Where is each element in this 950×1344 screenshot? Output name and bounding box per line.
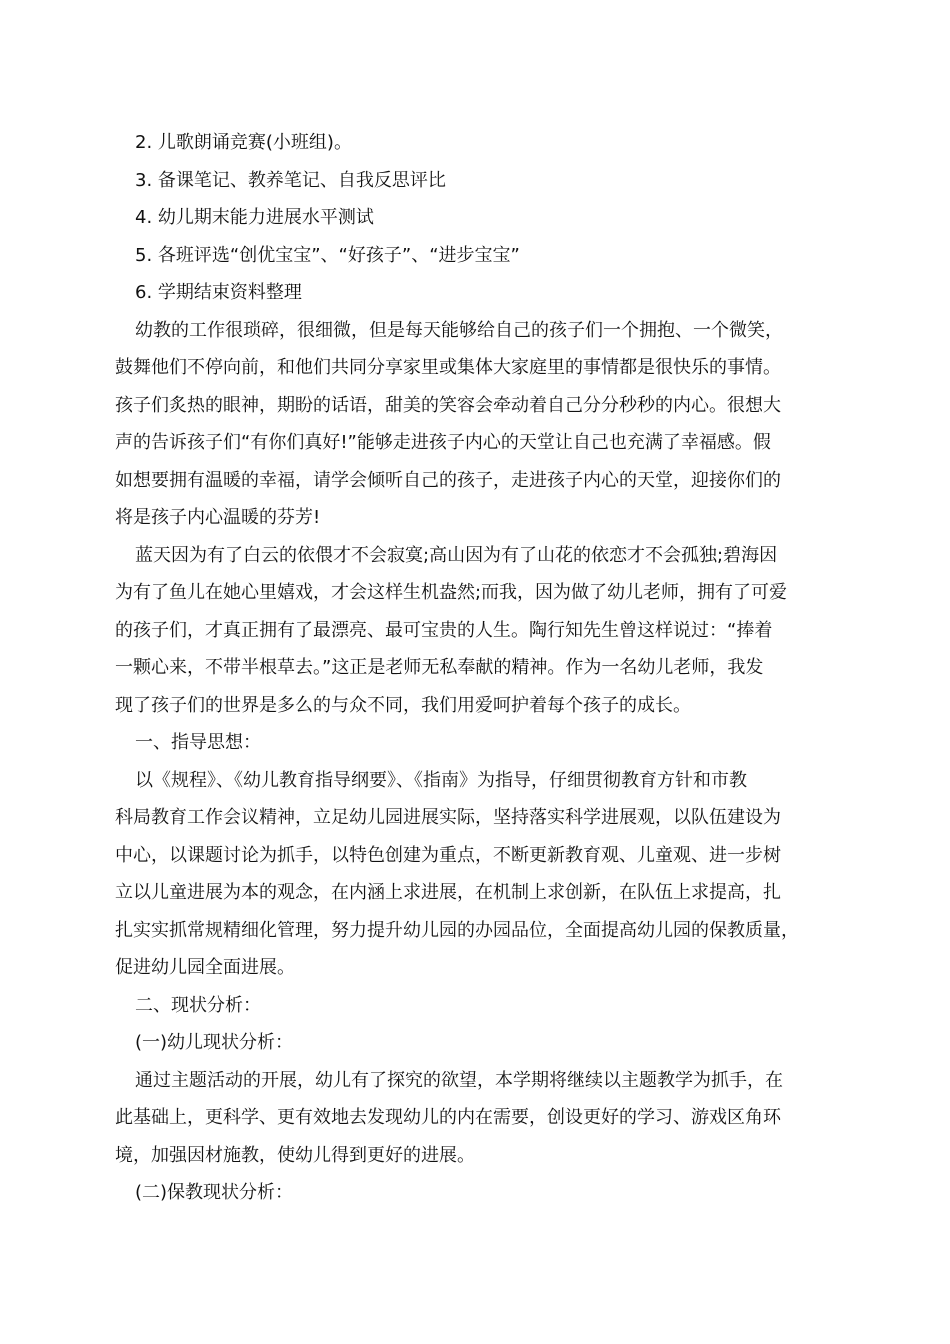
paragraph-line: 声的告诉孩子们“有你们真好!”能够走进孩子内心的天堂让自己也充满了幸福感。假 <box>115 432 771 453</box>
paragraph-line: 如想要拥有温暖的幸福，请学会倾听自己的孩子，走进孩子内心的天堂，迎接你们的 <box>115 469 781 491</box>
subheading-care-education-status: (二)保教现状分析： <box>135 1182 294 1203</box>
paragraph-line: 孩子们炙热的眼神，期盼的话语，甜美的笑容会牵动着自己分分秒秒的内心。很想大 <box>115 394 781 416</box>
paragraph-reflection <box>115 312 845 537</box>
paragraph-line: 境，加强因材施教，使幼儿得到更好的进展。 <box>115 1144 475 1166</box>
paragraph-line: 扎实实抓常规精细化管理，努力提升幼儿园的办园品位，全面提高幼儿园的保教质量， <box>115 919 799 941</box>
paragraph-line: 鼓舞他们不停向前，和他们共同分享家里或集体大家庭里的事情都是很快乐的事情。 <box>115 357 781 378</box>
paragraph-line: 将是孩子内心温暖的芬芳! <box>115 507 321 528</box>
paragraph-line: 科局教育工作会议精神，立足幼儿园进展实际，坚持落实科学进展观，以队伍建设为 <box>115 807 781 828</box>
paragraph-line: 此基础上，更科学、更有效地去发现幼儿的内在需要，创设更好的学习、游戏区角环 <box>115 1107 781 1128</box>
paragraph-line: 以《规程》、《幼儿教育指导纲要》、《指南》为指导，仔细贯彻教育方针和市教 <box>135 769 747 791</box>
paragraph-line: 通过主题活动的开展，幼儿有了探究的欲望，本学期将继续以主题教学为抓手，在 <box>135 1069 783 1091</box>
paragraph-line: 促进幼儿园全面进展。 <box>115 957 295 978</box>
subheading-children-status: (一)幼儿现状分析： <box>135 1032 294 1053</box>
section-heading-guiding-ideology: 一、指导思想： <box>135 732 261 753</box>
paragraph-line: 立以儿童进展为本的观念，在内涵上求进展，在机制上求创新，在队伍上求提高，扎 <box>115 882 781 903</box>
list-item: 4. 幼儿期末能力进展水平测试 <box>135 207 374 228</box>
paragraph-metaphor <box>115 537 845 725</box>
paragraph-line: 为有了鱼儿在她心里嬉戏，才会这样生机盎然;而我，因为做了幼儿老师，拥有了可爱 <box>115 582 788 603</box>
paragraph-line: 一颗心来，不带半根草去。”这正是老师无私奉献的精神。作为一名幼儿老师，我发 <box>115 657 764 678</box>
paragraph-line: 现了孩子们的世界是多么的与众不同，我们用爱呵护着每个孩子的成长。 <box>115 694 691 716</box>
list-item: 6. 学期结束资料整理 <box>135 282 302 303</box>
section-heading-status-analysis: 二、现状分析： <box>135 994 261 1016</box>
paragraph-children-status <box>115 1062 845 1175</box>
list-item: 3. 备课笔记、教养笔记、自我反思评比 <box>135 169 446 191</box>
paragraph-line: 幼教的工作很琐碎，很细微，但是每天能够给自己的孩子们一个拥抱、一个微笑， <box>135 319 783 341</box>
document-body <box>115 124 845 1212</box>
paragraph-guiding-ideology <box>115 762 845 987</box>
paragraph-line: 蓝天因为有了白云的依偎才不会寂寞;高山因为有了山花的依恋才不会孤独;碧海因 <box>135 544 778 566</box>
list-item: 5. 各班评选“创优宝宝”、“好孩子”、“进步宝宝” <box>135 244 520 266</box>
list-item: 2. 儿歌朗诵竞赛(小班组)。 <box>135 132 352 153</box>
paragraph-line: 的孩子们，才真正拥有了最漂亮、最可宝贵的人生。陶行知先生曾这样说过：“捧着 <box>115 619 773 641</box>
activity-list <box>115 124 845 312</box>
paragraph-line: 中心，以课题讨论为抓手，以特色创建为重点，不断更新教育观、儿童观、进一步树 <box>115 844 781 866</box>
